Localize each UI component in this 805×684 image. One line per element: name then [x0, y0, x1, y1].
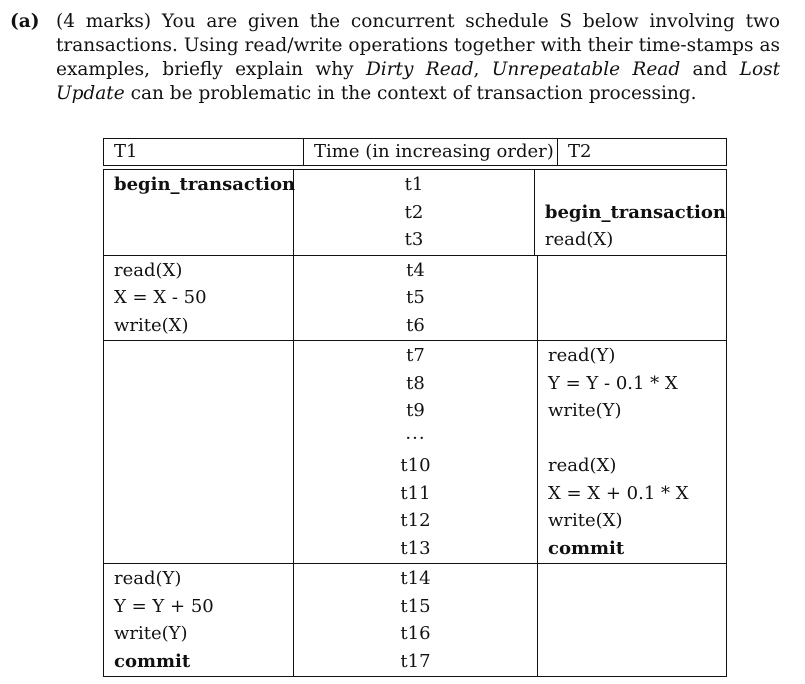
schedule-header-row	[104, 139, 726, 165]
schedule-body	[103, 169, 727, 677]
header-t2: T2	[568, 141, 592, 162]
t2-cell: read(X)	[544, 229, 614, 250]
t2-cell	[538, 425, 726, 453]
t2-cell	[538, 620, 726, 648]
schedule-block	[104, 170, 726, 256]
term-lost-update: Lost Update	[56, 59, 781, 104]
t1-cell: Y = Y + 50	[114, 595, 214, 617]
schedule-block	[104, 256, 726, 342]
question-marks: (4 marks)	[56, 11, 152, 32]
t2-cell: write(Y)	[548, 400, 622, 421]
t2-cell: begin_transaction	[544, 201, 726, 223]
t1-cell	[104, 199, 293, 227]
time-cell: t2	[404, 201, 424, 223]
t2-lane	[538, 256, 726, 341]
t1-cell	[104, 480, 293, 508]
t1-cell: read(X)	[114, 259, 183, 281]
time-lane	[293, 170, 535, 255]
t1-cell: read(Y)	[114, 568, 182, 589]
t2-cell: write(X)	[548, 510, 623, 531]
schedule-block	[104, 564, 726, 676]
term-dirty-read: Dirty Read	[365, 59, 474, 80]
time-cell: t1	[404, 174, 424, 195]
time-cell: t9	[406, 400, 425, 421]
t1-cell	[104, 452, 293, 480]
t1-lane	[104, 341, 293, 563]
t1-lane	[104, 564, 293, 676]
time-cell: t3	[404, 229, 424, 250]
time-lane	[293, 564, 538, 676]
question-paragraph	[10, 10, 780, 106]
t1-cell: commit	[114, 650, 191, 672]
term-unrepeatable-read: Unrepeatable Read	[491, 59, 681, 80]
time-cell: t10	[400, 455, 431, 476]
t2-lane	[535, 170, 726, 255]
t2-cell	[538, 565, 726, 593]
t1-cell: begin_transaction	[114, 174, 296, 195]
time-cell: t11	[400, 482, 431, 504]
schedule-block	[104, 341, 726, 564]
question-label: (a)	[10, 11, 40, 32]
question-text-part-1: You are given the concurrent schedule S below involving two transactions. Using read/write operations together with their time-stamps as examples, briefly explain why	[56, 11, 780, 80]
t2-cell: X = X + 0.1 * X	[548, 482, 689, 504]
t1-cell	[104, 425, 293, 453]
t2-cell	[535, 171, 726, 199]
time-cell: t13	[400, 537, 431, 559]
time-cell: t4	[406, 259, 425, 281]
schedule-table	[103, 138, 727, 677]
header-t1: T1	[114, 141, 138, 162]
schedule-header-frame	[103, 138, 727, 166]
t2-cell	[538, 648, 726, 676]
t1-cell: write(Y)	[114, 623, 188, 644]
t1-cell: write(X)	[114, 314, 189, 336]
question-separator-2: and	[680, 59, 740, 80]
t2-cell	[538, 593, 726, 621]
time-cell: t17	[400, 650, 431, 672]
t1-cell	[104, 370, 293, 398]
question-text	[56, 10, 780, 106]
t2-cell: read(Y)	[548, 345, 616, 366]
t2-cell: read(X)	[548, 455, 617, 476]
t1-cell: X = X - 50	[114, 287, 207, 308]
t1-cell	[104, 397, 293, 425]
t2-cell: Y = Y - 0.1 * X	[548, 372, 678, 394]
t1-cell	[104, 226, 293, 254]
t1-lane	[104, 170, 296, 255]
t2-cell	[538, 312, 726, 340]
t1-cell	[104, 535, 293, 563]
time-cell: t7	[406, 345, 425, 366]
t2-cell: commit	[548, 537, 625, 559]
time-lane	[293, 256, 538, 341]
time-cell: t6	[406, 314, 425, 336]
t1-lane	[104, 256, 293, 341]
time-cell: t12	[400, 510, 431, 531]
time-cell: t15	[400, 595, 431, 617]
t1-cell	[104, 507, 293, 535]
time-cell: t14	[400, 568, 431, 589]
time-cell: t5	[406, 287, 425, 308]
question-text-part-2: can be problematic in the context of transaction processing.	[124, 83, 697, 104]
time-cell: t16	[400, 623, 431, 644]
t2-lane	[538, 564, 726, 676]
t2-cell	[538, 257, 726, 285]
time-cell: t8	[406, 372, 425, 394]
header-time: Time (in increasing order)	[303, 139, 558, 165]
t2-cell	[538, 284, 726, 312]
t2-lane	[538, 341, 726, 563]
time-cell: ···	[405, 427, 426, 449]
question-separator-1: ,	[473, 59, 492, 80]
t1-cell	[104, 342, 293, 370]
time-lane	[293, 341, 538, 563]
